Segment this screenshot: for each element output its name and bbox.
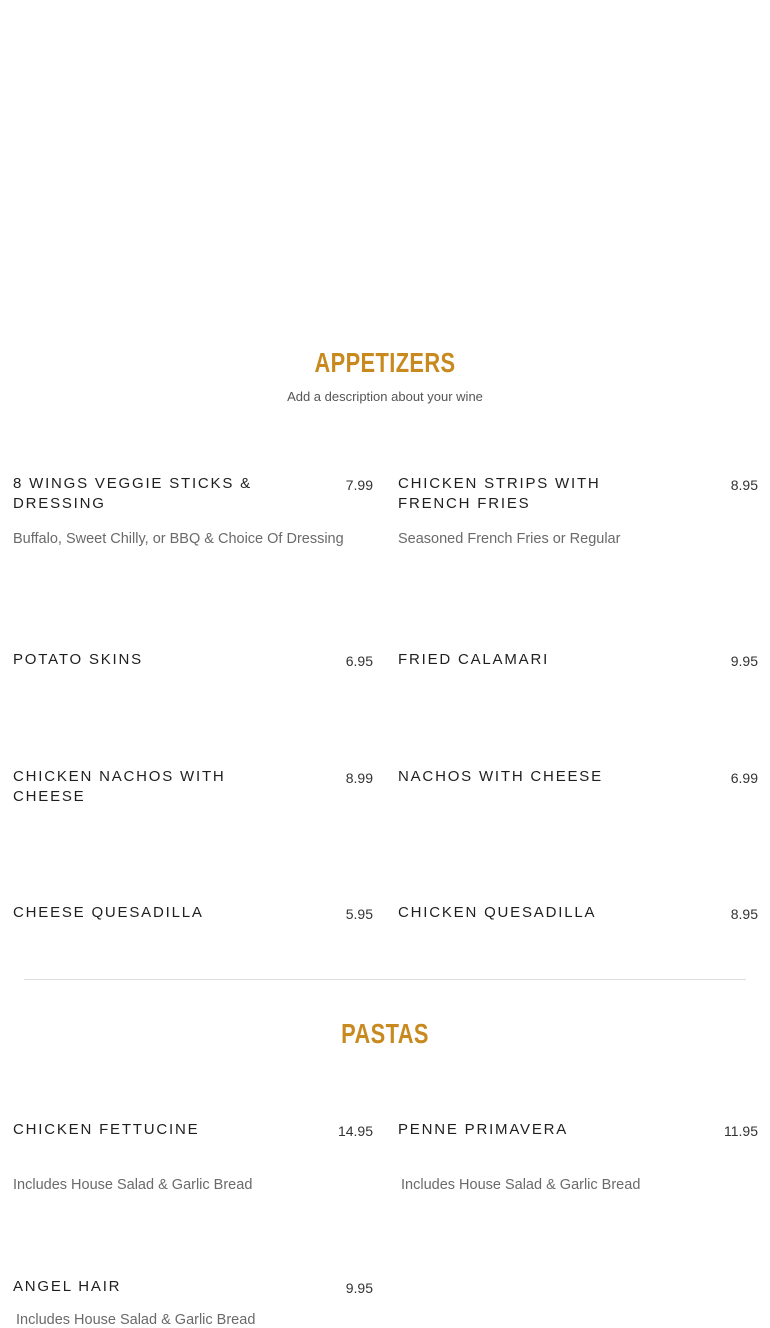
item-description: Buffalo, Sweet Chilly, or BBQ & Choice Of Dressing bbox=[13, 531, 344, 547]
item-name: CHICKEN NACHOS WITH CHEESE bbox=[13, 768, 226, 805]
pastas-title: PASTAS bbox=[341, 1018, 429, 1049]
item-price: 6.99 bbox=[730, 770, 758, 786]
appetizers-title: APPETIZERS bbox=[314, 347, 456, 378]
item-name: CHICKEN STRIPS WITH FRENCH FRIES bbox=[398, 475, 601, 512]
item-name: 8 WINGS VEGGIE STICKS & DRESSING bbox=[13, 475, 252, 512]
item-name: ANGEL HAIR bbox=[13, 1278, 122, 1295]
item-description: Includes House Salad & Garlic Bread bbox=[13, 1177, 253, 1193]
item-price: 11.95 bbox=[724, 1123, 758, 1139]
item-name: POTATO SKINS bbox=[13, 651, 143, 668]
item-price: 8.99 bbox=[345, 770, 373, 786]
item-price: 14.95 bbox=[337, 1123, 373, 1139]
item-description: Includes House Salad & Garlic Bread bbox=[401, 1177, 641, 1193]
item-name: NACHOS WITH CHEESE bbox=[398, 768, 603, 785]
item-name: CHICKEN QUESADILLA bbox=[398, 904, 597, 921]
section-divider bbox=[24, 979, 746, 980]
item-price: 8.95 bbox=[730, 906, 758, 922]
item-name: CHEESE QUESADILLA bbox=[13, 904, 204, 921]
item-price: 6.95 bbox=[345, 653, 373, 669]
item-name: PENNE PRIMAVERA bbox=[398, 1121, 569, 1138]
item-description: Seasoned French Fries or Regular bbox=[398, 531, 621, 547]
item-price: 8.95 bbox=[730, 477, 758, 493]
item-description: Includes House Salad & Garlic Bread bbox=[16, 1312, 256, 1328]
item-name: FRIED CALAMARI bbox=[398, 651, 550, 668]
item-price: 9.95 bbox=[345, 1280, 373, 1296]
item-price: 7.99 bbox=[345, 477, 373, 493]
appetizers-description: Add a description about your wine bbox=[287, 389, 483, 404]
item-price: 9.95 bbox=[730, 653, 758, 669]
item-price: 5.95 bbox=[345, 906, 373, 922]
item-name: CHICKEN FETTUCINE bbox=[13, 1121, 200, 1138]
